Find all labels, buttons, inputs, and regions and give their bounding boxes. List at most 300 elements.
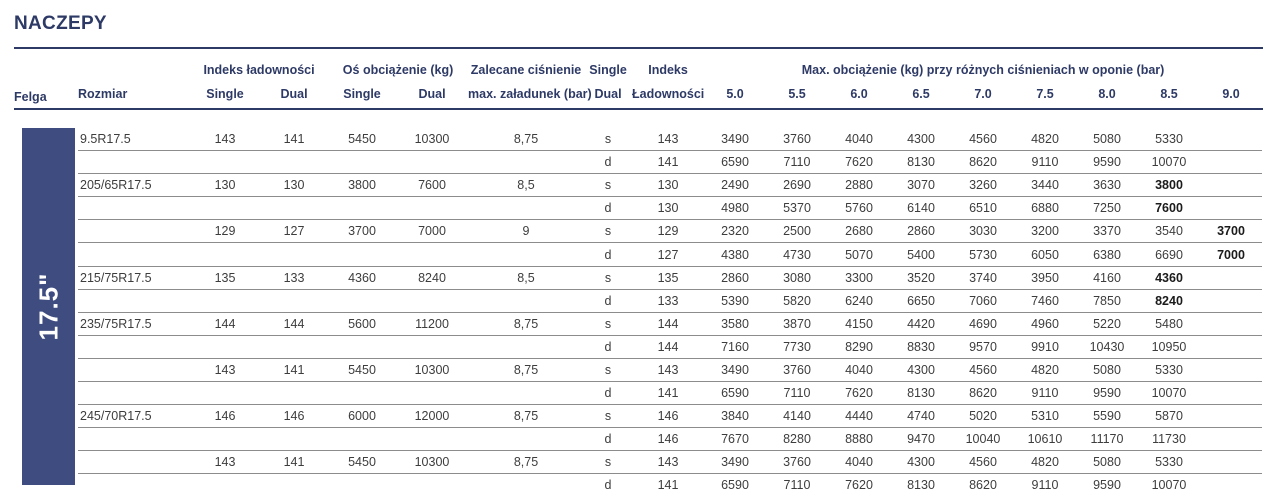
cell-load-at-9.0: [1200, 289, 1262, 312]
cell-load-at-7.5: 6050: [1031, 247, 1059, 262]
cell-single-dual: d: [604, 339, 612, 354]
cell-load-at-6.0: 8290: [845, 339, 873, 354]
cell-load-at-8.5: 5330: [1155, 132, 1183, 147]
cell-recommended-pressure: 9: [522, 224, 530, 239]
cell-recommended-pressure: 8,75: [513, 362, 539, 377]
cell-load-at-8.0: 10430: [1089, 339, 1125, 354]
page-title: NACZEPY: [14, 13, 107, 34]
cell-load-at-6.5: 4420: [907, 316, 935, 331]
cell-load-at-5.5: 7110: [783, 386, 811, 401]
table-row: [78, 335, 1262, 358]
cell-load-at-7.0: 10040: [965, 432, 1001, 447]
cell-load-at-7.0: 4560: [969, 362, 997, 377]
cell-load-at-5.0: 2320: [721, 224, 749, 239]
cell-load-index-single: [190, 151, 260, 174]
cell-load-index-single: 144: [214, 316, 236, 331]
column-header-axle-load-group: Oś obciążenie (kg): [342, 62, 454, 77]
cell-load-at-5.0: 4380: [721, 247, 749, 262]
cell-load-at-7.0: 9570: [969, 339, 997, 354]
cell-load-at-5.0: 5390: [721, 293, 749, 308]
cell-load-at-6.0: 4040: [845, 132, 873, 147]
cell-load-at-5.0: 3490: [721, 132, 749, 147]
cell-axle-load-single: [328, 151, 396, 174]
table-row: [78, 128, 1262, 151]
cell-load-index-dual: 141: [283, 362, 305, 377]
cell-axle-load-dual: [396, 428, 468, 451]
table-row: [78, 174, 1262, 197]
cell-load-index: 141: [657, 386, 679, 401]
cell-load-at-5.5: 3760: [783, 362, 811, 377]
column-header-recommended-pressure-line1: Zalecane ciśnienie: [470, 62, 582, 77]
cell-load-index: 143: [657, 362, 679, 377]
cell-load-index-dual: 141: [283, 455, 305, 470]
cell-load-at-8.0: 7250: [1093, 201, 1121, 216]
cell-load-at-6.0: 7620: [845, 478, 873, 493]
cell-axle-load-dual: [396, 243, 468, 266]
cell-load-at-5.5: 5820: [783, 293, 811, 308]
cell-axle-load-single: 5450: [348, 362, 376, 377]
cell-rozmiar: [78, 197, 190, 220]
cell-single-dual: s: [604, 132, 612, 147]
cell-load-at-5.0: 3490: [721, 362, 749, 377]
cell-recommended-pressure: [468, 428, 584, 451]
cell-load-at-7.0: 5730: [969, 247, 997, 262]
cell-load-at-8.5: 4360: [1155, 270, 1183, 285]
cell-load-at-8.5: 6690: [1155, 247, 1183, 262]
cell-load-at-8.5: 10070: [1151, 478, 1187, 493]
table-row: [78, 474, 1262, 497]
cell-load-index: 146: [657, 409, 679, 424]
cell-axle-load-single: 6000: [348, 409, 376, 424]
cell-load-at-7.5: 3950: [1031, 270, 1059, 285]
cell-load-at-5.5: 3760: [783, 132, 811, 147]
cell-load-index: 127: [657, 247, 679, 262]
column-header-single: Single: [589, 62, 627, 77]
cell-recommended-pressure: 8,5: [517, 270, 535, 285]
cell-load-at-6.0: 4440: [845, 409, 873, 424]
cell-recommended-pressure: [468, 243, 584, 266]
cell-load-at-9.0: [1200, 151, 1262, 174]
cell-recommended-pressure: [468, 474, 584, 497]
cell-rozmiar: [78, 474, 190, 497]
cell-load-at-6.0: 8880: [845, 432, 873, 447]
cell-recommended-pressure: 8,75: [513, 132, 539, 147]
cell-load-index-dual: 133: [283, 270, 305, 285]
cell-load-at-7.5: 3440: [1031, 178, 1059, 193]
header-divider: [14, 108, 1263, 110]
cell-load-at-6.5: 9470: [907, 432, 935, 447]
cell-load-at-8.0: 4160: [1093, 270, 1121, 285]
cell-load-at-5.5: 7730: [783, 339, 811, 354]
cell-rozmiar: [78, 220, 190, 243]
cell-load-at-7.0: 3260: [969, 178, 997, 193]
cell-load-index-dual: 127: [283, 224, 305, 239]
cell-load-at-6.5: 2860: [907, 224, 935, 239]
cell-axle-load-single: 5600: [348, 316, 376, 331]
cell-load-at-7.0: 8620: [969, 386, 997, 401]
cell-load-at-8.5: 5330: [1155, 362, 1183, 377]
header-spacer: [78, 58, 190, 81]
cell-load-at-7.0: 4560: [969, 132, 997, 147]
cell-rozmiar: 9.5R17.5: [80, 132, 131, 147]
table-row: [78, 220, 1262, 243]
cell-load-at-6.0: 7620: [845, 386, 873, 401]
cell-load-at-6.5: 5400: [907, 247, 935, 262]
cell-load-at-8.5: 3800: [1155, 178, 1183, 193]
cell-load-at-8.0: 7850: [1093, 293, 1121, 308]
cell-load-at-6.5: 8130: [907, 386, 935, 401]
cell-rozmiar: 215/75R17.5: [80, 270, 152, 285]
cell-load-index: 144: [657, 316, 679, 331]
cell-load-index: 144: [657, 339, 679, 354]
cell-load-at-5.0: 7670: [721, 432, 749, 447]
cell-single-dual: s: [604, 409, 612, 424]
cell-load-at-5.0: 3580: [721, 316, 749, 331]
cell-load-at-8.0: 5080: [1093, 455, 1121, 470]
cell-axle-load-single: [328, 243, 396, 266]
cell-load-at-7.5: 3200: [1031, 224, 1059, 239]
cell-load-at-7.0: 4560: [969, 455, 997, 470]
cell-load-index-single: 135: [214, 270, 236, 285]
cell-load-at-6.0: 4040: [845, 362, 873, 377]
table-row: [78, 405, 1262, 428]
column-header-pressure-6-0: 6.0: [850, 86, 868, 101]
cell-load-at-6.0: 2880: [845, 178, 873, 193]
cell-load-index-dual: 141: [283, 132, 305, 147]
cell-load-index: 143: [657, 132, 679, 147]
cell-single-dual: d: [604, 432, 612, 447]
cell-load-at-5.5: 4730: [783, 247, 811, 262]
cell-load-at-7.0: 8620: [969, 155, 997, 170]
column-header-pressure-9-0: 9.0: [1222, 86, 1240, 101]
cell-load-at-6.5: 4300: [907, 362, 935, 377]
cell-load-index-dual: [260, 243, 328, 266]
cell-axle-load-dual: 8240: [418, 270, 446, 285]
cell-recommended-pressure: 8,5: [517, 178, 535, 193]
cell-rozmiar: [78, 243, 190, 266]
cell-axle-load-dual: 10300: [414, 362, 450, 377]
cell-load-at-7.5: 4960: [1031, 316, 1059, 331]
cell-load-index-dual: [260, 151, 328, 174]
cell-load-index-dual: [260, 428, 328, 451]
table-row: [78, 243, 1262, 266]
rim-size-badge: [22, 128, 75, 485]
table-row: [78, 382, 1262, 405]
cell-axle-load-dual: 10300: [414, 455, 450, 470]
column-header-axle-dual: Dual: [418, 86, 446, 101]
cell-load-at-9.0: [1200, 428, 1262, 451]
cell-load-at-8.0: 9590: [1093, 155, 1121, 170]
cell-load-at-6.0: 3300: [845, 270, 873, 285]
cell-load-at-8.5: 10070: [1151, 155, 1187, 170]
cell-load-at-6.5: 6140: [907, 201, 935, 216]
cell-load-at-8.0: 5220: [1093, 316, 1121, 331]
cell-single-dual: d: [604, 155, 612, 170]
cell-load-at-5.0: 6590: [721, 478, 749, 493]
cell-load-at-5.5: 7110: [783, 155, 811, 170]
cell-load-at-9.0: [1200, 405, 1262, 428]
column-header-pressure-5-0: 5.0: [726, 86, 744, 101]
cell-recommended-pressure: 8,75: [513, 455, 539, 470]
cell-load-index-dual: [260, 335, 328, 358]
table-row: [78, 266, 1262, 289]
cell-load-index: 129: [657, 224, 679, 239]
cell-load-index: 135: [657, 270, 679, 285]
cell-load-index-dual: [260, 474, 328, 497]
cell-load-index: 146: [657, 432, 679, 447]
column-header-load-index-group: Indeks ładowności: [203, 62, 315, 77]
column-header-pressure-8-0: 8.0: [1098, 86, 1116, 101]
cell-load-at-6.0: 4040: [845, 455, 873, 470]
cell-load-index: 130: [657, 178, 679, 193]
cell-load-at-7.0: 6510: [969, 201, 997, 216]
column-header-index-line2: Ładowności: [632, 86, 705, 101]
cell-load-at-6.0: 7620: [845, 155, 873, 170]
table-body: [78, 128, 1262, 497]
cell-load-index-single: [190, 335, 260, 358]
column-header-pressure-7-5: 7.5: [1036, 86, 1054, 101]
cell-rozmiar: [78, 358, 190, 381]
cell-load-at-8.0: 9590: [1093, 386, 1121, 401]
cell-single-dual: d: [604, 201, 612, 216]
cell-single-dual: d: [604, 386, 612, 401]
cell-rozmiar: [78, 382, 190, 405]
cell-recommended-pressure: [468, 289, 584, 312]
cell-load-at-7.5: 10610: [1027, 432, 1063, 447]
rim-size-value: 17.5": [33, 272, 63, 341]
column-header-pressure-8-5: 8.5: [1160, 86, 1178, 101]
cell-load-at-5.5: 7110: [783, 478, 811, 493]
cell-load-at-8.0: 6380: [1093, 247, 1121, 262]
cell-load-at-6.5: 4300: [907, 132, 935, 147]
cell-load-at-7.5: 9110: [1031, 155, 1059, 170]
cell-load-index-single: [190, 428, 260, 451]
cell-load-index: 133: [657, 293, 679, 308]
column-header-pressure-6-5: 6.5: [912, 86, 930, 101]
cell-recommended-pressure: [468, 197, 584, 220]
table-row: [78, 312, 1262, 335]
cell-load-at-5.5: 2500: [783, 224, 811, 239]
cell-load-at-6.5: 4300: [907, 455, 935, 470]
cell-load-at-5.5: 3870: [783, 316, 811, 331]
cell-load-at-8.5: 7600: [1155, 201, 1183, 216]
cell-load-at-8.5: 5330: [1155, 455, 1183, 470]
cell-load-at-6.0: 5760: [845, 201, 873, 216]
cell-load-at-7.5: 5310: [1031, 409, 1059, 424]
cell-axle-load-dual: [396, 289, 468, 312]
cell-load-index-single: [190, 382, 260, 405]
cell-axle-load-dual: [396, 151, 468, 174]
cell-single-dual: d: [604, 293, 612, 308]
cell-load-index-single: 129: [214, 224, 236, 239]
cell-load-at-8.0: 5080: [1093, 132, 1121, 147]
cell-load-at-9.0: [1200, 335, 1262, 358]
cell-load-at-8.0: 3630: [1093, 178, 1121, 193]
cell-load-at-9.0: [1200, 358, 1262, 381]
cell-load-at-6.5: 8130: [907, 478, 935, 493]
cell-single-dual: s: [604, 270, 612, 285]
cell-recommended-pressure: [468, 151, 584, 174]
cell-load-at-8.0: 11170: [1090, 432, 1124, 447]
cell-load-at-5.5: 3080: [783, 270, 811, 285]
cell-load-index-single: 143: [214, 455, 236, 470]
cell-load-at-5.0: 6590: [721, 386, 749, 401]
cell-load-at-5.5: 8280: [783, 432, 811, 447]
cell-single-dual: s: [604, 316, 612, 331]
cell-load-at-9.0: [1200, 474, 1262, 497]
cell-load-index-single: [190, 197, 260, 220]
cell-axle-load-single: [328, 382, 396, 405]
cell-axle-load-dual: 7600: [418, 178, 446, 193]
cell-load-at-7.5: 4820: [1031, 455, 1059, 470]
cell-load-at-9.0: [1200, 266, 1262, 289]
cell-load-at-8.5: 11730: [1152, 432, 1186, 447]
cell-load-index-single: 130: [214, 178, 236, 193]
cell-load-index-single: [190, 289, 260, 312]
cell-axle-load-dual: [396, 474, 468, 497]
table-row: [78, 197, 1262, 220]
cell-single-dual: d: [604, 478, 612, 493]
cell-rozmiar: [78, 151, 190, 174]
cell-load-at-5.0: 3840: [721, 409, 749, 424]
cell-load-index-single: [190, 243, 260, 266]
cell-load-index-dual: [260, 382, 328, 405]
column-header-index-line1: Indeks: [648, 62, 688, 77]
cell-rozmiar: 205/65R17.5: [80, 178, 152, 193]
cell-rozmiar: [78, 289, 190, 312]
cell-load-index-single: [190, 474, 260, 497]
cell-axle-load-single: 5450: [348, 132, 376, 147]
title-divider: [14, 47, 1263, 49]
cell-load-at-7.5: 9110: [1031, 478, 1059, 493]
cell-recommended-pressure: [468, 335, 584, 358]
cell-load-index-dual: 146: [283, 409, 305, 424]
cell-load-index-single: 143: [214, 132, 236, 147]
cell-load-at-5.0: 6590: [721, 155, 749, 170]
cell-rozmiar: [78, 428, 190, 451]
cell-axle-load-single: 4360: [348, 270, 376, 285]
cell-load-at-6.0: 4150: [845, 316, 873, 331]
cell-load-at-6.5: 4740: [907, 409, 935, 424]
cell-load-at-8.5: 5480: [1155, 316, 1183, 331]
cell-load-at-5.5: 2690: [783, 178, 811, 193]
cell-load-at-7.5: 9110: [1031, 386, 1059, 401]
column-header-dual: Dual: [594, 86, 622, 101]
cell-load-at-7.5: 7460: [1031, 293, 1059, 308]
cell-axle-load-dual: 7000: [418, 224, 446, 239]
cell-load-at-8.5: 8240: [1155, 293, 1183, 308]
table-row: [78, 358, 1262, 381]
cell-load-at-5.0: 3490: [721, 455, 749, 470]
cell-recommended-pressure: [468, 382, 584, 405]
cell-load-index-single: 143: [214, 362, 236, 377]
cell-load-at-9.0: [1200, 312, 1262, 335]
cell-rozmiar: [78, 335, 190, 358]
cell-load-at-7.5: 9910: [1031, 339, 1059, 354]
cell-load-at-9.0: [1200, 451, 1262, 474]
cell-axle-load-single: [328, 335, 396, 358]
cell-load-at-7.0: 3030: [969, 224, 997, 239]
cell-axle-load-single: 3700: [348, 224, 376, 239]
column-header-pressure-5-5: 5.5: [788, 86, 806, 101]
cell-load-at-8.0: 9590: [1093, 478, 1121, 493]
cell-load-index: 141: [657, 155, 679, 170]
cell-load-at-7.0: 3740: [969, 270, 997, 285]
cell-load-at-9.0: [1200, 197, 1262, 220]
cell-load-at-7.5: 4820: [1031, 132, 1059, 147]
table-row: [78, 428, 1262, 451]
cell-axle-load-single: 5450: [348, 455, 376, 470]
cell-load-at-9.0: 7000: [1217, 247, 1245, 262]
cell-load-at-7.5: 4820: [1031, 362, 1059, 377]
column-header-max-load-group: Max. obciążenie (kg) przy różnych ciśnieniach w oponie (bar): [801, 62, 1165, 77]
table-header: [78, 58, 1262, 106]
cell-load-index-single: 146: [214, 409, 236, 424]
cell-load-at-8.0: 5080: [1093, 362, 1121, 377]
table-row: [78, 151, 1262, 174]
cell-load-at-5.0: 4980: [721, 201, 749, 216]
cell-load-at-8.0: 3370: [1093, 224, 1121, 239]
cell-load-index: 130: [657, 201, 679, 216]
cell-load-at-6.0: 6240: [845, 293, 873, 308]
cell-load-at-9.0: [1200, 174, 1262, 197]
cell-axle-load-single: [328, 428, 396, 451]
cell-rozmiar: 245/70R17.5: [80, 409, 152, 424]
cell-load-at-8.5: 10950: [1151, 339, 1187, 354]
cell-single-dual: d: [604, 247, 612, 262]
cell-load-at-6.0: 5070: [845, 247, 873, 262]
column-header-li-single: Single: [206, 86, 244, 101]
cell-load-index-dual: 144: [283, 316, 305, 331]
table-row: [78, 451, 1262, 474]
cell-load-at-8.5: 10070: [1151, 386, 1187, 401]
cell-load-at-7.0: 4690: [969, 316, 997, 331]
cell-load-at-6.5: 3070: [907, 178, 935, 193]
column-header-li-dual: Dual: [280, 86, 308, 101]
cell-load-index-dual: [260, 197, 328, 220]
column-header-recommended-pressure-line2: max. załadunek (bar): [468, 86, 592, 101]
column-header-rozmiar: Rozmiar: [78, 86, 128, 101]
cell-axle-load-single: 3800: [348, 178, 376, 193]
cell-axle-load-single: [328, 197, 396, 220]
cell-load-at-9.0: [1200, 382, 1262, 405]
cell-axle-load-dual: [396, 382, 468, 405]
cell-axle-load-dual: [396, 197, 468, 220]
cell-load-at-7.0: 7060: [969, 293, 997, 308]
column-header-pressure-7-0: 7.0: [974, 86, 992, 101]
cell-axle-load-dual: 10300: [414, 132, 450, 147]
cell-load-index: 141: [657, 478, 679, 493]
cell-axle-load-dual: 11200: [415, 316, 449, 331]
cell-load-at-6.0: 2680: [845, 224, 873, 239]
cell-load-at-6.5: 3520: [907, 270, 935, 285]
cell-load-at-5.5: 4140: [783, 409, 811, 424]
cell-axle-load-single: [328, 474, 396, 497]
cell-load-at-5.0: 2860: [721, 270, 749, 285]
cell-load-at-5.0: 2490: [721, 178, 749, 193]
column-header-felga: Felga: [14, 90, 47, 104]
data-table: [78, 128, 1262, 497]
cell-single-dual: s: [604, 362, 612, 377]
cell-axle-load-dual: [396, 335, 468, 358]
column-header-axle-single: Single: [343, 86, 381, 101]
cell-single-dual: s: [604, 455, 612, 470]
cell-rozmiar: [78, 451, 190, 474]
cell-load-at-5.5: 3760: [783, 455, 811, 470]
cell-load-at-7.0: 5020: [969, 409, 997, 424]
cell-load-at-6.5: 8830: [907, 339, 935, 354]
cell-load-index: 143: [657, 455, 679, 470]
